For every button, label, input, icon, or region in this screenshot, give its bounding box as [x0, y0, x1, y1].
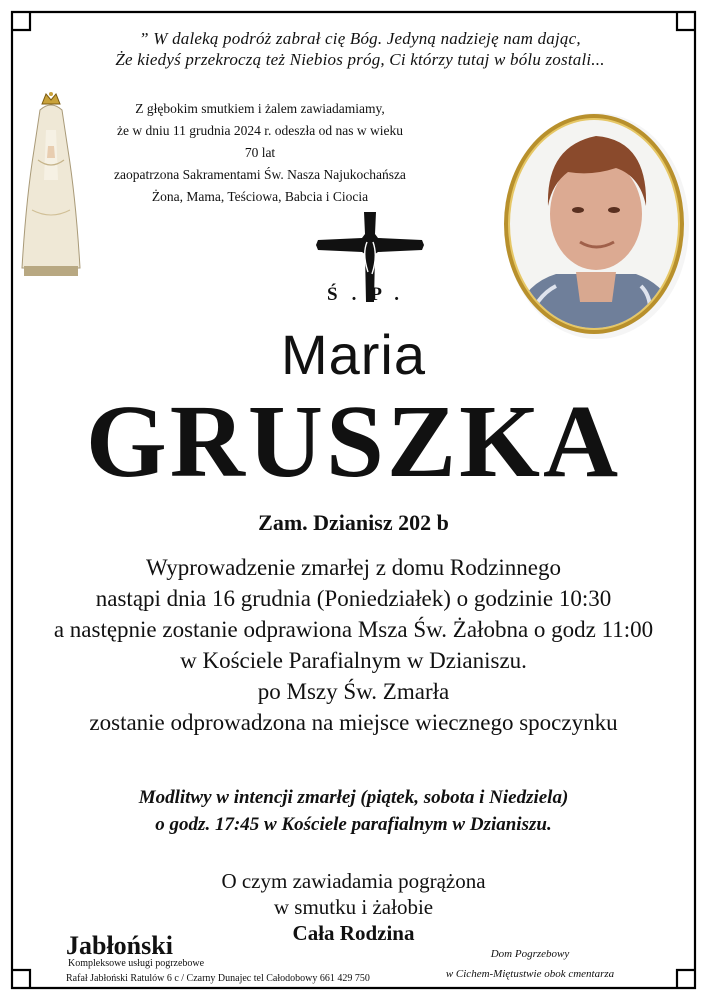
intro-line-1: Z głębokim smutkiem i żalem zawiadamiamy,	[135, 101, 385, 116]
first-name: Maria	[280, 323, 427, 386]
intro-text	[110, 98, 410, 208]
funeral-home-line-1: Dom Pogrzebowy	[490, 948, 570, 960]
prayer-info	[0, 784, 707, 838]
details-line: w Kościele Parafialnym w Dzianiszu.	[180, 648, 527, 673]
funeral-home-line-2: w Cichem-Miętustwie obok cmentarza	[445, 968, 615, 980]
details-line: po Mszy Św. Zmarła	[257, 679, 450, 704]
company-tagline: Kompleksowe usługi pogrzebowe	[68, 958, 205, 969]
last-name: GRUSZKA	[85, 384, 622, 499]
deceased-portrait	[496, 106, 706, 342]
closing-line-1: O czym zawiadamia pogrążona	[221, 869, 486, 893]
cross-icon	[314, 212, 426, 308]
details-line: zostanie odprowadzona na miejsce wiecznego spoczynku	[89, 710, 618, 735]
address: Zam. Dzianisz 202 b	[258, 510, 449, 535]
intro-line-2: że w dniu 11 grudnia 2024 r. odeszła od nas w wieku 70 lat	[117, 123, 403, 160]
quote-line-2: Że kiedyś przekroczą też Niebios próg, Ci którzy tutaj w bólu zostali...	[115, 50, 605, 69]
intro-line-3: zaopatrzona Sakramentami Św. Nasza Najukochańsza	[114, 167, 406, 182]
details-line: a następnie zostanie odprawiona Msza Św. Żałobna o godz 11:00	[53, 617, 654, 642]
prayer-line-2: o godz. 17:45 w Kościele parafialnym w Dzianiszu.	[155, 814, 552, 835]
intro-line-4: Żona, Mama, Teściowa, Babcia i Ciocia	[151, 189, 369, 204]
signature: Cała Rodzina	[292, 921, 415, 945]
company-contact: Rafał Jabłoński Ratulów 6 c / Czarny Dunajec tel Całodobowy 661 429 750	[66, 973, 370, 984]
funeral-details	[0, 552, 707, 738]
memorial-quote	[60, 28, 660, 70]
cross-letters: Ś.P.	[327, 284, 413, 305]
prayer-line-1: Modlitwy w intencji zmarłej (piątek, sobota i Niedziela)	[138, 787, 569, 808]
closing-line-2: w smutku i żałobie	[273, 895, 434, 919]
details-line: nastąpi dnia 16 grudnia (Poniedziałek) o godzinie 10:30	[95, 586, 612, 611]
company-name: Jabłoński	[66, 931, 173, 960]
madonna-statue-image	[18, 90, 84, 280]
funeral-home-info	[420, 944, 640, 984]
details-line: Wyprowadzenie zmarłej z domu Rodzinnego	[145, 555, 562, 580]
quote-line-1: ” W daleką podróż zabrał cię Bóg. Jedyną nadzieję nam dając,	[139, 29, 581, 48]
